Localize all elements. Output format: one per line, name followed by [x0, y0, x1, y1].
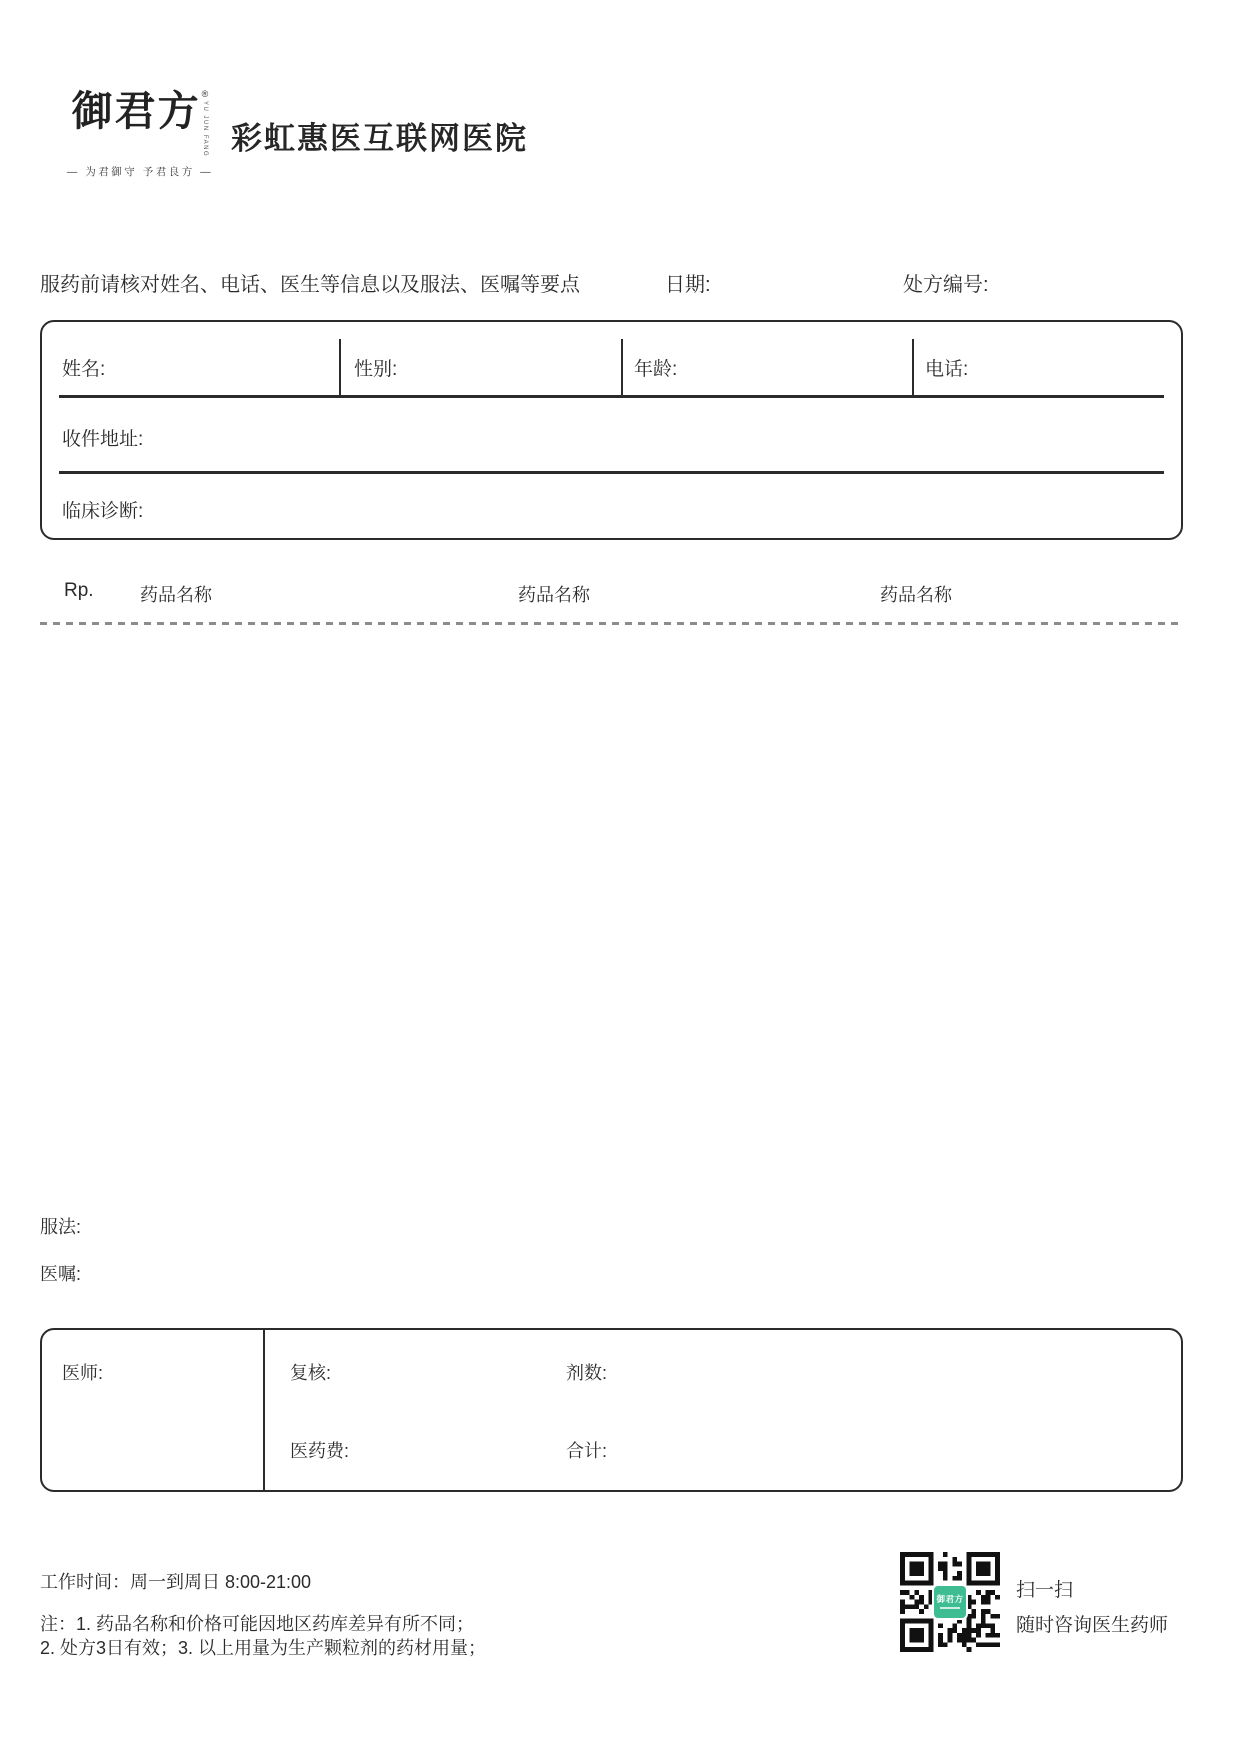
- signoff-box: [40, 1328, 1183, 1492]
- patient-gender-label: 性别:: [354, 359, 398, 380]
- hospital-title: 彩虹惠医互联网医院: [231, 121, 528, 156]
- note-line-2: 2. 处方3日有效；3. 以上用量为生产颗粒剂的药材用量；: [40, 1638, 487, 1658]
- rp-label: Rp.: [64, 580, 94, 601]
- qr-center-logo: [932, 1584, 968, 1620]
- drug-name-column-header: 药品名称: [880, 585, 952, 605]
- drug-name-column-header: 药品名称: [518, 585, 590, 605]
- brand-logo: [60, 87, 220, 179]
- field-divider: [912, 339, 914, 395]
- dashed-separator: [40, 622, 1183, 625]
- patient-phone-label: 电话:: [925, 359, 969, 380]
- clinical-diagnosis-label: 临床诊断:: [62, 501, 144, 522]
- cell-divider: [263, 1330, 265, 1490]
- field-divider: [621, 339, 623, 395]
- row-divider: [59, 471, 1164, 474]
- shipping-address-label: 收件地址:: [62, 429, 144, 450]
- review-label: 复核:: [290, 1363, 332, 1383]
- brand-logo-text: 御君方: [71, 87, 201, 135]
- qr-center-subtext-bar: [940, 1607, 960, 1609]
- qr-center-brand-text: 御君方: [936, 1594, 964, 1605]
- row-divider: [59, 395, 1164, 398]
- work-time-text: 工作时间：周一到周日 8:00-21:00: [40, 1572, 312, 1592]
- scan-description: 随时咨询医生药师: [1016, 1615, 1169, 1636]
- registered-trademark-icon: ®: [201, 89, 209, 99]
- patient-age-label: 年龄:: [634, 359, 678, 380]
- prescription-number-label: 处方编号:: [903, 274, 989, 296]
- dose-count-label: 剂数:: [566, 1363, 608, 1383]
- medicine-fee-label: 医药费:: [290, 1441, 350, 1461]
- note-line-1: 注：1. 药品名称和价格可能因地区药库差异有所不同；: [40, 1614, 475, 1634]
- scan-label: 扫一扫: [1016, 1580, 1074, 1601]
- total-label: 合计:: [566, 1441, 608, 1461]
- doctor-label: 医师:: [62, 1363, 104, 1383]
- brand-pinyin-text: YU JUN FANG: [201, 101, 208, 158]
- usage-label: 服法:: [40, 1217, 82, 1237]
- date-label: 日期:: [665, 274, 711, 296]
- qr-code: [900, 1552, 1000, 1652]
- medication-check-notice: 服药前请核对姓名、电话、医生等信息以及服法、医嘱等要点: [40, 274, 580, 296]
- field-divider: [339, 339, 341, 395]
- patient-name-label: 姓名:: [62, 359, 106, 380]
- brand-tagline: — 为君御守 予君良方 —: [66, 166, 214, 179]
- drug-name-column-header: 药品名称: [140, 585, 212, 605]
- doctor-advice-label: 医嘱:: [40, 1264, 82, 1284]
- patient-info-box: [40, 320, 1183, 540]
